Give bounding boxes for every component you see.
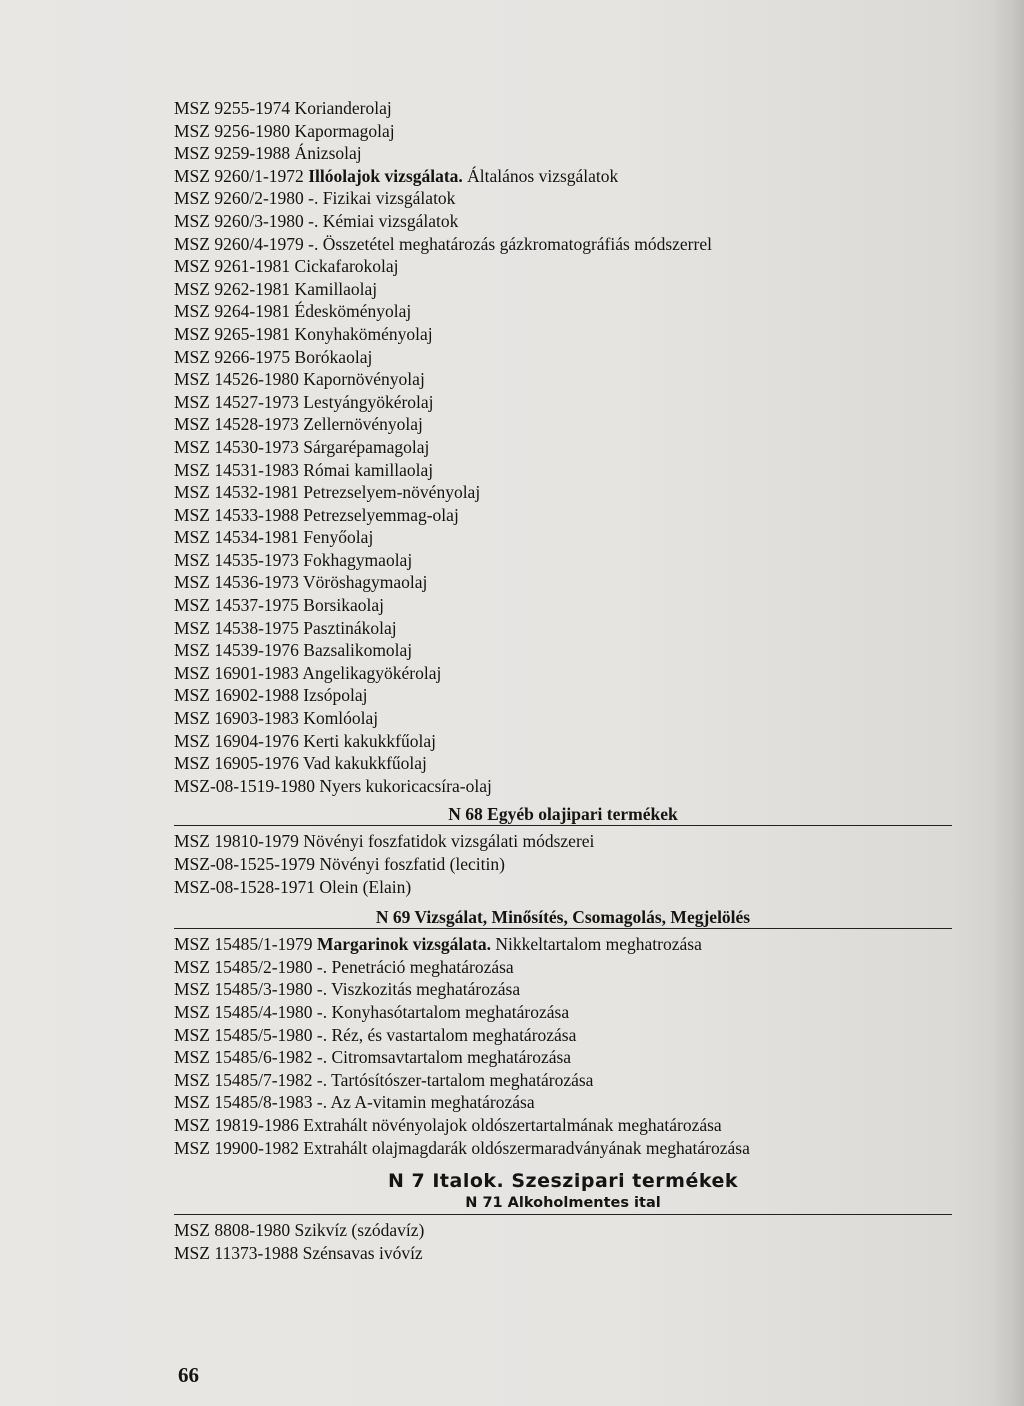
standard-entry: MSZ 9256-1980 Kapormagolaj xyxy=(174,120,395,141)
standards-list xyxy=(174,97,974,1264)
page-edge-shadow xyxy=(994,0,1024,1406)
standard-entry: MSZ 14535-1973 Fokhagymaolaj xyxy=(174,549,413,570)
standard-entry: MSZ 19810-1979 Növényi foszfatidok vizsgálati módszerei xyxy=(174,831,595,852)
standard-entry: MSZ 19819-1986 Extrahált növényolajok oldószertartalmának meghatározása xyxy=(174,1114,722,1135)
standard-entry: MSZ-08-1528-1971 Olein (Elain) xyxy=(174,876,412,897)
section-71-subtitle: N 71 Alkoholmentes ital xyxy=(465,1195,661,1212)
standard-entry: MSZ 15485/4-1980 -. Konyhasótartalom meghatározása xyxy=(174,1001,570,1022)
section-71-rule xyxy=(174,1214,952,1215)
section-69-rule xyxy=(174,928,952,929)
standard-entry: MSZ 15485/6-1982 -. Citromsavtartalom meghatározása xyxy=(174,1047,572,1068)
standard-entry: MSZ 15485/8-1983 -. Az A-vitamin meghatározása xyxy=(174,1092,535,1113)
standard-entry-prefix: MSZ 9260/1-1972 xyxy=(174,165,309,186)
standard-entry: MSZ 16901-1983 Angelikagyökérolaj xyxy=(174,662,442,683)
standard-entry: MSZ 15485/7-1982 -. Tartósítószer-tartalom meghatározása xyxy=(174,1069,594,1090)
standard-entry: MSZ 14539-1976 Bazsalikomolaj xyxy=(174,640,413,661)
standard-entry-bold: Margarinok vizsgálata. xyxy=(316,934,491,955)
standard-entry: MSZ 14530-1973 Sárgarépamagolaj xyxy=(174,436,430,457)
standard-entry: MSZ 9260/3-1980 -. Kémiai vizsgálatok xyxy=(174,210,459,231)
section-68-rule xyxy=(174,825,952,826)
standard-entry: MSZ 9264-1981 Édesköményolaj xyxy=(174,301,412,322)
standard-entry: MSZ 9260/2-1980 -. Fizikai vizsgálatok xyxy=(174,188,456,209)
standard-entry: MSZ 14538-1975 Pasztinákolaj xyxy=(174,617,397,638)
standard-entry-bold: Illóolajok vizsgálata. xyxy=(308,165,463,186)
standard-entry: MSZ 9259-1988 Ánizsolaj xyxy=(174,143,362,164)
standard-entry: MSZ 14528-1973 Zellernövényolaj xyxy=(174,414,423,435)
standard-entry: MSZ 11373-1988 Szénsavas ivóvíz xyxy=(174,1242,423,1263)
standard-entry: MSZ 9261-1981 Cickafarokolaj xyxy=(174,256,399,277)
standard-entry: MSZ-08-1525-1979 Növényi foszfatid (lecitin) xyxy=(174,854,505,874)
section-7-title: N 7 Italok. Szeszipari termékek xyxy=(388,1170,738,1193)
standard-entry: MSZ 16902-1988 Izsópolaj xyxy=(174,685,368,706)
standard-entry: MSZ 8808-1980 Szikvíz (szódavíz) xyxy=(174,1220,425,1241)
standard-entry xyxy=(174,165,974,188)
section-69-list xyxy=(174,933,974,1159)
standard-entry: MSZ 14534-1981 Fenyőolaj xyxy=(174,527,374,548)
standard-entry: MSZ 14531-1983 Római kamillaolaj xyxy=(174,459,434,480)
standard-entry: MSZ 14533-1988 Petrezselyemmag-olaj xyxy=(174,504,459,525)
standard-entry: MSZ 9255-1974 Korianderolaj xyxy=(174,98,392,118)
standard-entry: MSZ 9262-1981 Kamillaolaj xyxy=(174,278,378,299)
section-68-list xyxy=(174,830,974,898)
standard-entry: MSZ 14526-1980 Kapornövényolaj xyxy=(174,369,425,390)
standard-entry: MSZ 14536-1973 Vöröshagymaolaj xyxy=(174,572,428,593)
standard-entry xyxy=(174,933,974,956)
standard-entry: MSZ 9265-1981 Konyhaköményolaj xyxy=(174,323,433,344)
section-71-list xyxy=(174,1219,974,1264)
standard-entry: MSZ 14537-1975 Borsikaolaj xyxy=(174,595,384,616)
section-68-title: N 68 Egyéb olajipari termékek xyxy=(448,804,678,825)
standard-entry: MSZ 15485/5-1980 -. Réz, és vastartalom meghatározása xyxy=(174,1024,577,1045)
standard-entry: MSZ 16903-1983 Komlóolaj xyxy=(174,708,379,729)
standard-entry: MSZ 16904-1976 Kerti kakukkfűolaj xyxy=(174,730,436,751)
standard-entry: MSZ 9260/4-1979 -. Összetétel meghatározás gázkromatográfiás módszerrel xyxy=(174,233,712,254)
standard-entry: MSZ 19900-1982 Extrahált olajmagdarák oldószermaradványának meghatározása xyxy=(174,1137,750,1158)
standard-entry-suffix: Nikkeltartalom meghatrozása xyxy=(490,934,702,955)
section-69-title: N 69 Vizsgálat, Minősítés, Csomagolás, Megjelölés xyxy=(375,907,751,928)
standard-entry: MSZ-08-1519-1980 Nyers kukoricacsíra-olaj xyxy=(174,775,492,796)
standard-entry: MSZ 16905-1976 Vad kakukkfűolaj xyxy=(174,753,427,774)
essential-oils-list xyxy=(174,97,974,797)
standard-entry: MSZ 9266-1975 Borókaolaj xyxy=(174,346,373,367)
standard-entry: MSZ 14532-1981 Petrezselyem-növényolaj xyxy=(174,482,481,503)
standard-entry-suffix: Általános vizsgálatok xyxy=(462,165,619,186)
page-number: 66 xyxy=(178,1363,199,1387)
standard-entry: MSZ 15485/2-1980 -. Penetráció meghatározása xyxy=(174,956,514,977)
standard-entry: MSZ 15485/3-1980 -. Viszkozitás meghatározása xyxy=(174,979,521,1000)
standard-entry: MSZ 14527-1973 Lestyángyökérolaj xyxy=(174,391,434,412)
standard-entry-prefix: MSZ 15485/1-1979 xyxy=(174,934,317,955)
